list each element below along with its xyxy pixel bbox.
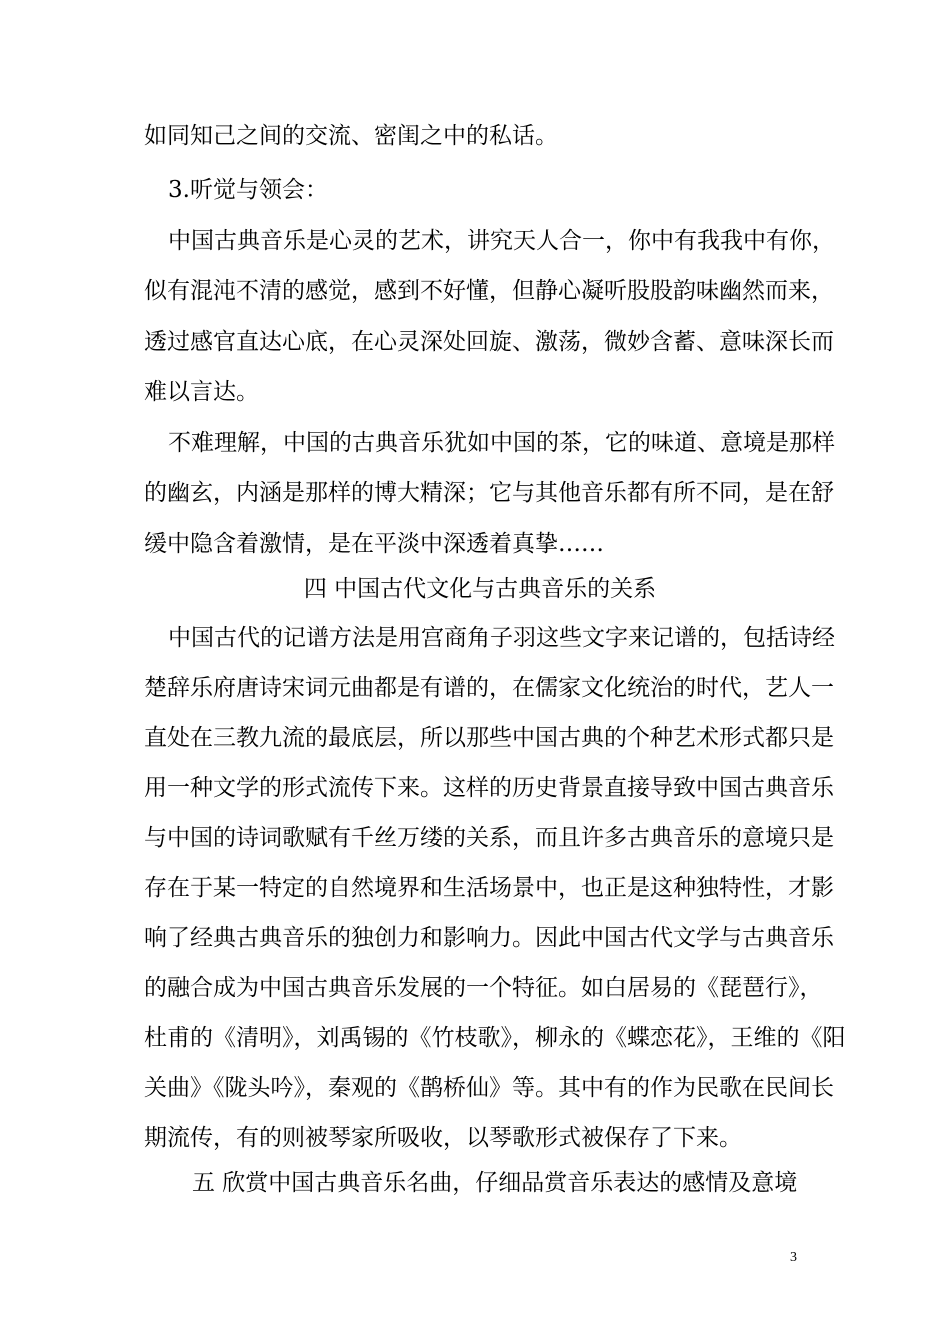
section-heading: 五 欣赏中国古典音乐名曲，仔细品赏音乐表达的感情及意境 [192, 1170, 798, 1196]
text-line: 缓中隐含着激情，是在平淡中深透着真挚…… [144, 531, 604, 557]
text-line: 关曲》《陇头吟》，秦观的《鹊桥仙》等。其中有的作为民歌在民间长 [144, 1075, 834, 1101]
text-line: 响了经典古典音乐的独创力和影响力。因此中国古代文学与古典音乐 [144, 925, 834, 951]
text-line: 用一种文学的形式流传下来。这样的历史背景直接导致中国古典音乐 [144, 775, 834, 801]
text-line: 存在于某一特定的自然境界和生活场景中，也正是这种独特性，才影 [144, 875, 834, 901]
subheading-line: 3.听觉与领会： [168, 177, 328, 203]
page-number: 3 [790, 1250, 797, 1265]
paragraph-first-line: 不难理解，中国的古典音乐犹如中国的茶，它的味道、意境是那样 [168, 430, 835, 456]
text-line: 如同知己之间的交流、密闺之中的私话。 [144, 123, 558, 149]
section-heading: 四 中国古代文化与古典音乐的关系 [303, 576, 657, 602]
text-line: 直处在三教九流的最底层，所以那些中国古典的个种艺术形式都只是 [144, 725, 834, 751]
text-line: 透过感官直达心底，在心灵深处回旋、激荡，微妙含蓄、意味深长而 [144, 329, 834, 355]
text-line: 的融合成为中国古典音乐发展的一个特征。如白居易的《琵琶行》， [144, 975, 823, 1001]
paragraph-first-line: 中国古典音乐是心灵的艺术，讲究天人合一，你中有我我中有你， [168, 228, 835, 254]
text-line: 期流传，有的则被琴家所吸收，以琴歌形式被保存了下来。 [144, 1125, 742, 1151]
text-line: 的幽玄，内涵是那样的博大精深；它与其他音乐都有所不同，是在舒 [144, 480, 834, 506]
text-line: 似有混沌不清的感觉，感到不好懂，但静心凝听股股韵味幽然而来， [144, 278, 834, 304]
text-line: 与中国的诗词歌赋有千丝万缕的关系，而且许多古典音乐的意境只是 [144, 825, 834, 851]
text-line: 杜甫的《清明》，刘禹锡的《竹枝歌》，柳永的《蝶恋花》，王维的《阳 [144, 1025, 846, 1051]
text-line: 楚辞乐府唐诗宋词元曲都是有谱的，在儒家文化统治的时代，艺人一 [144, 675, 834, 701]
paragraph-first-line: 中国古代的记谱方法是用宫商角子羽这些文字来记谱的，包括诗经 [168, 625, 835, 651]
text-line: 难以言达。 [144, 379, 259, 405]
